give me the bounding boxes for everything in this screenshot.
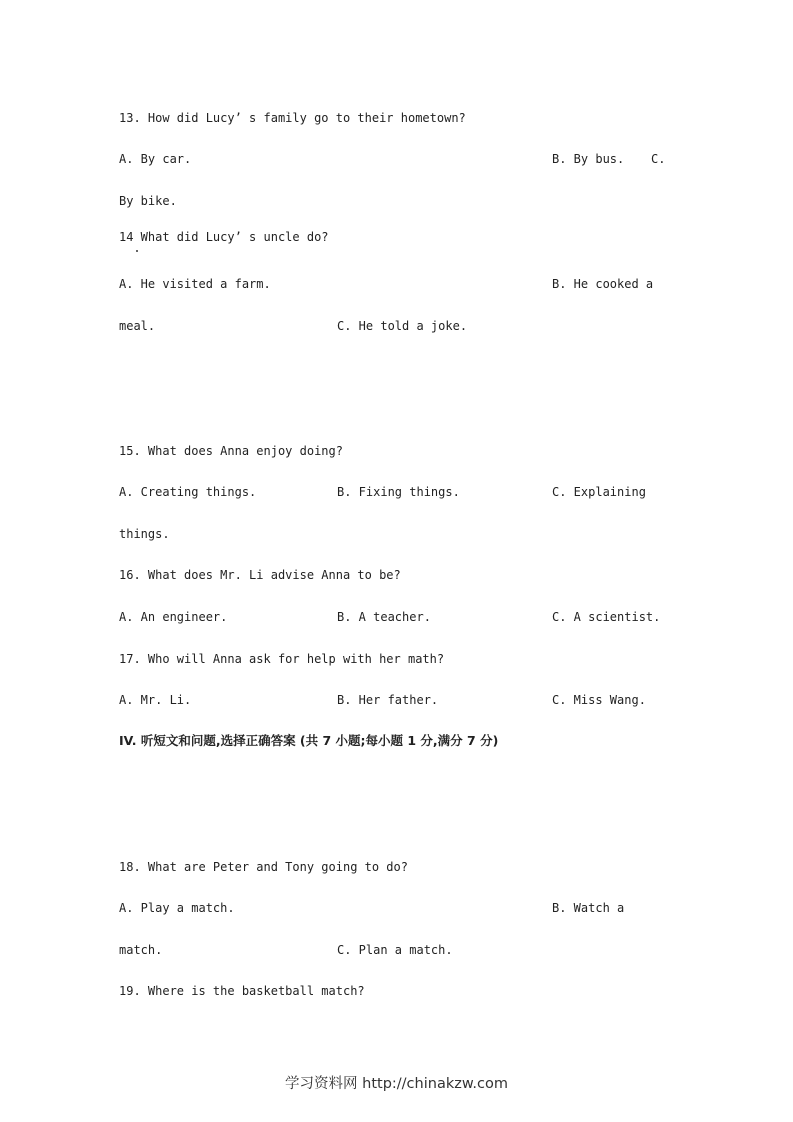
q13-option-b: B. By bus.	[552, 152, 625, 166]
q13-option-c-text: By bike.	[119, 194, 177, 208]
q14-option-a: A. He visited a farm.	[119, 277, 271, 291]
q16-option-c: C. A scientist.	[552, 610, 661, 624]
q17-option-b: B. Her father.	[337, 693, 439, 707]
q14-option-b-cont: meal.	[119, 319, 156, 333]
stray-mark	[136, 250, 138, 252]
question-16: 16. What does Mr. Li advise Anna to be?	[119, 568, 401, 582]
q18-option-b-cont: match.	[119, 943, 163, 957]
q16-option-a: A. An engineer.	[119, 610, 228, 624]
q14-option-c: C. He told a joke.	[337, 319, 468, 333]
question-14: 14 What did Lucy’ s uncle do?	[119, 230, 329, 244]
q15-option-c-cont: things.	[119, 527, 170, 541]
q18-option-b: B. Watch a	[552, 901, 625, 915]
q15-option-c: C. Explaining	[552, 485, 646, 499]
footer-watermark: 学习资料网 http://chinakzw.com	[285, 1076, 508, 1092]
q18-option-a: A. Play a match.	[119, 901, 235, 915]
q18-option-c: C. Plan a match.	[337, 943, 453, 957]
q16-option-b: B. A teacher.	[337, 610, 431, 624]
q15-option-a: A. Creating things.	[119, 485, 257, 499]
q17-option-c: C. Miss Wang.	[552, 693, 646, 707]
q13-option-c-label: C.	[651, 152, 666, 166]
question-15: 15. What does Anna enjoy doing?	[119, 444, 343, 458]
q14-option-b: B. He cooked a	[552, 277, 654, 291]
question-17: 17. Who will Anna ask for help with her math?	[119, 652, 445, 666]
section-iv-heading: IV. 听短文和问题,选择正确答案 (共 7 小题;每小题 1 分,满分 7 分)	[119, 733, 499, 748]
question-19: 19. Where is the basketball match?	[119, 984, 365, 998]
q17-option-a: A. Mr. Li.	[119, 693, 192, 707]
q15-option-b: B. Fixing things.	[337, 485, 460, 499]
q13-option-a: A. By car.	[119, 152, 192, 166]
question-18: 18. What are Peter and Tony going to do?	[119, 860, 408, 874]
question-13: 13. How did Lucy’ s family go to their hometown?	[119, 111, 466, 125]
